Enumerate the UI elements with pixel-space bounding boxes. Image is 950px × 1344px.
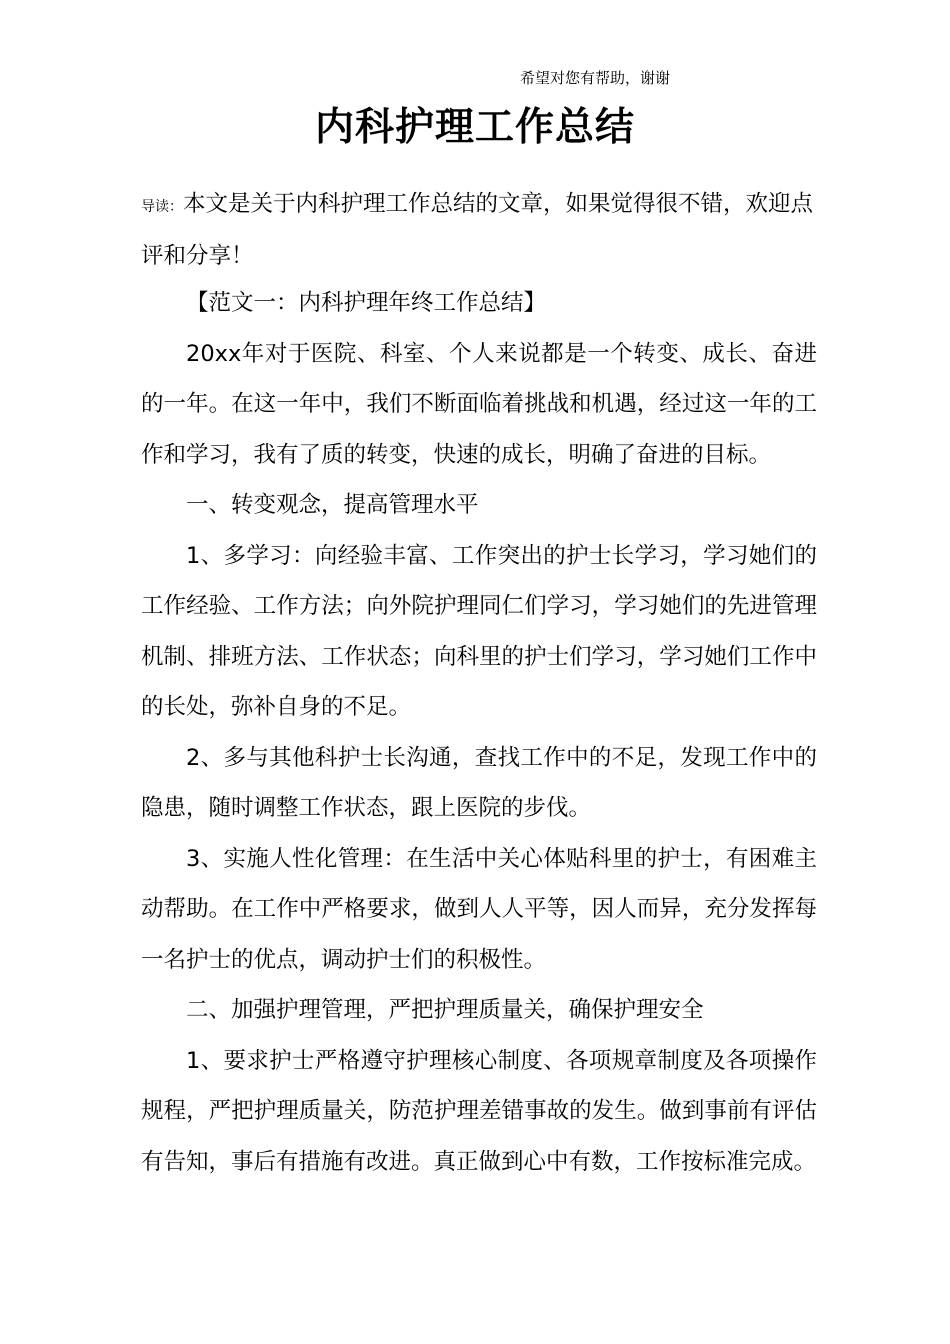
intro-paragraph [141,180,817,281]
paragraph-heading-sample: 【范文一：内科护理年终工作总结】 [186,290,547,316]
paragraph: 20xx年对于医院、科室、个人来说都是一个转变、成长、奋进的一年。在这一年中，我们不断面临着挑战和机遇，经过这一年的工作和学习，我有了质的转变，快速的成长，明确了奋进的目标。 [141,340,817,468]
page-title: 内科护理工作总结 [314,105,635,150]
document-body [141,278,817,1187]
section-heading: 一、转变观念，提高管理水平 [186,492,479,518]
intro-text: 本文是关于内科护理工作总结的文章，如果觉得很不错，欢迎点评和分享！ [141,191,814,269]
intro-lead-label: 导读： [141,199,183,215]
paragraph: 3、实施人性化管理：在生活中关心体贴科里的护士，有困难主动帮助。在工作中严格要求，做到人人平等，因人而异，充分发挥每一名护士的优点，调动护士们的积极性。 [141,845,817,973]
header-note: 希望对您有帮助，谢谢 [520,69,671,87]
paragraph: 1、要求护士严格遵守护理核心制度、各项规章制度及各项操作规程，严把护理质量关，防范护理差错事故的发生。做到事前有评估有告知，事后有措施有改进。真正做到心中有数，工作按标准完成。 [141,1047,817,1175]
section-heading: 二、加强护理管理，严把护理质量关，确保护理安全 [186,997,704,1023]
paragraph: 2、多与其他科护士长沟通，查找工作中的不足，发现工作中的隐患，随时调整工作状态，跟上医院的步伐。 [141,744,817,821]
paragraph: 1、多学习：向经验丰富、工作突出的护士长学习，学习她们的工作经验、工作方法；向外院护理同仁们学习，学习她们的先进管理机制、排班方法、工作状态；向科里的护士们学习，学习她们工作中的长处，弥补自身的不足。 [141,542,817,720]
